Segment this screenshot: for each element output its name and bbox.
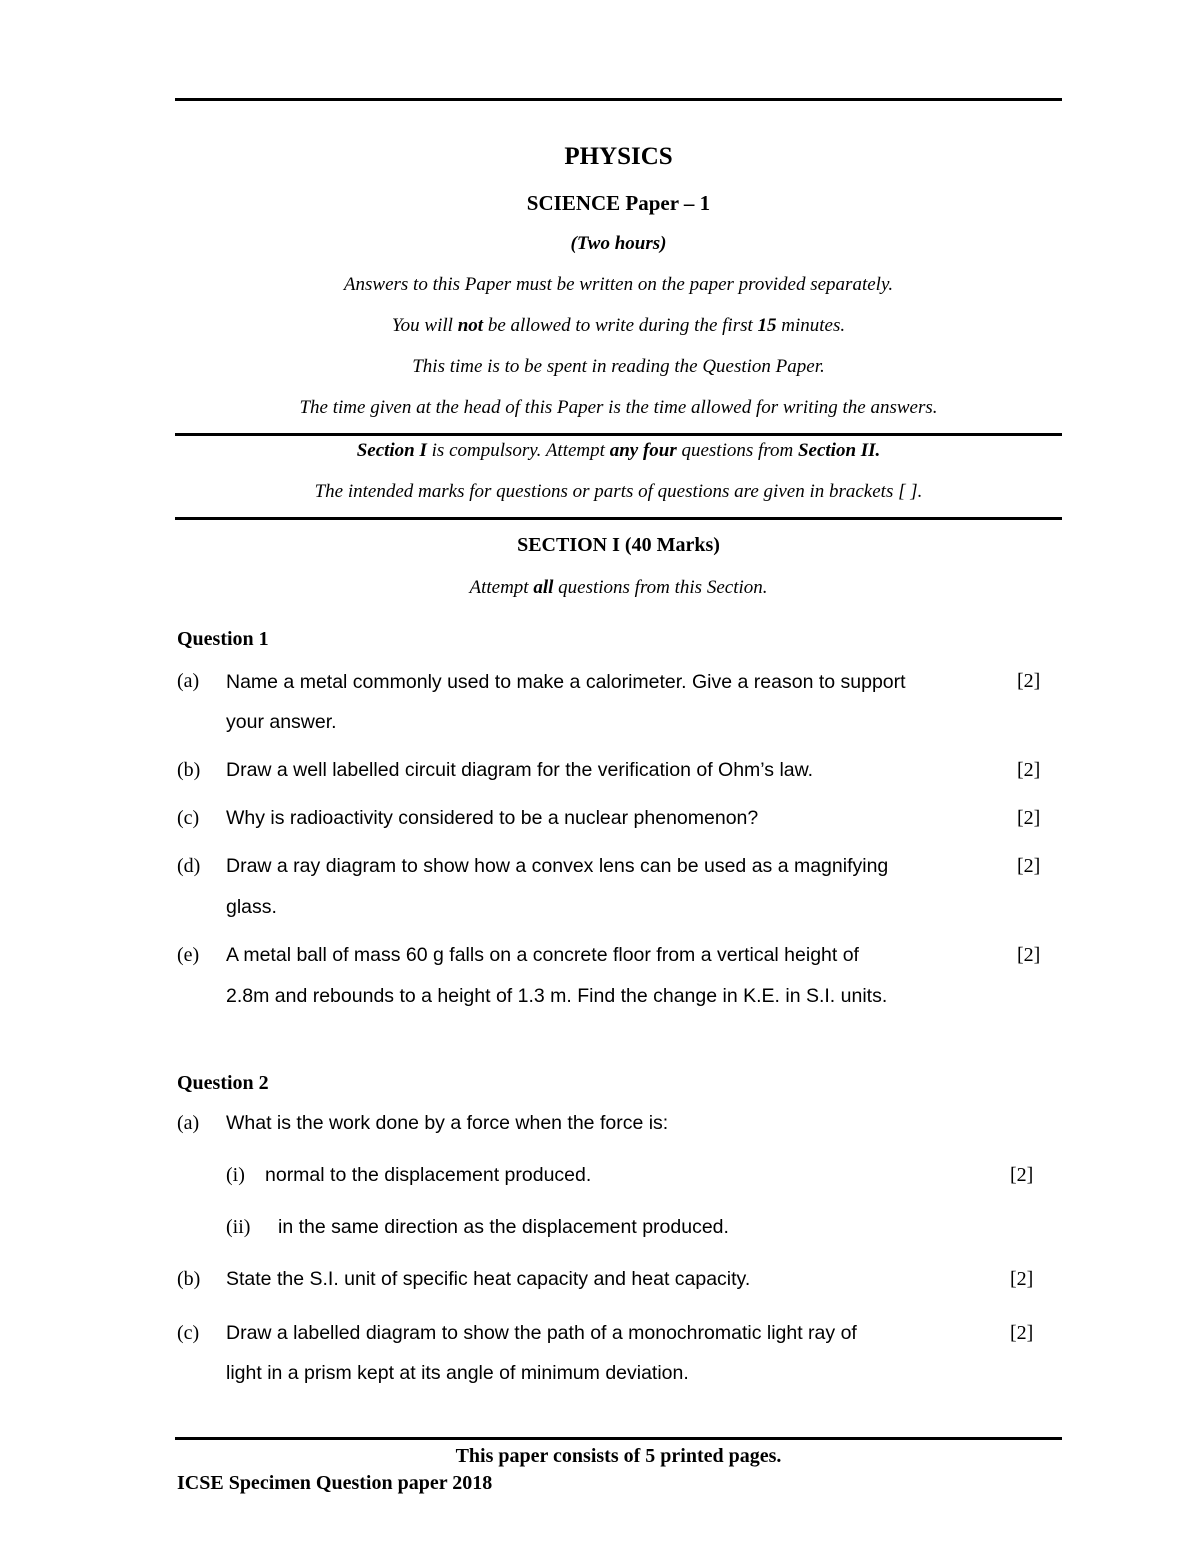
part-label: (a) (177, 670, 200, 692)
subpart-text-ii: in the same direction as the displacement produced. (278, 1216, 729, 1238)
part-text: Why is radioactivity considered to be a nuclear phenomenon? (226, 807, 759, 829)
instruction-line-6: The intended marks for questions or parts of questions are given in brackets [ ]. (314, 481, 923, 502)
part-text: What is the work done by a force when the force is: (226, 1112, 669, 1134)
part-text-cont: light in a prism kept at its angle of minimum deviation. (226, 1362, 689, 1384)
subpart-label-ii: (ii) (226, 1216, 251, 1238)
part-marks: [2] (1017, 670, 1041, 692)
part-text-cont: 2.8m and rebounds to a height of 1.3 m. Find the change in K.E. in S.I. units. (226, 985, 888, 1007)
part-text: A metal ball of mass 60 g falls on a concrete floor from a vertical height of (226, 944, 859, 966)
subpart-label-i: (i) (226, 1164, 245, 1186)
instruction-line-5: Section I is compulsory. Attempt any four questions from Section II. (356, 440, 881, 461)
part-marks: [2] (1010, 1268, 1034, 1290)
paper-subtitle: SCIENCE Paper – 1 (526, 191, 711, 215)
instruction-line-1: Answers to this Paper must be written on the paper provided separately. (343, 274, 894, 295)
part-marks: [2] (1010, 1322, 1034, 1344)
paper-duration: (Two hours) (570, 233, 667, 254)
part-marks: [2] (1017, 855, 1041, 877)
section-note: Attempt all questions from this Section. (469, 577, 768, 598)
part-text: Draw a well labelled circuit diagram for the verification of Ohm’s law. (226, 759, 814, 781)
instruction-rule (175, 433, 1062, 436)
part-marks: [2] (1017, 759, 1041, 781)
paper-title: PHYSICS (564, 143, 673, 170)
footer-rule (175, 1437, 1062, 1440)
footer-page-count: This paper consists of 5 printed pages. (455, 1445, 782, 1467)
part-label: (e) (177, 944, 200, 966)
part-text: State the S.I. unit of specific heat capacity and heat capacity. (226, 1268, 751, 1290)
instruction-line-4: The time given at the head of this Paper is the time allowed for writing the answers. (299, 397, 938, 418)
part-text: Draw a labelled diagram to show the path of a monochromatic light ray of (226, 1322, 857, 1344)
footer-source: ICSE Specimen Question paper 2018 (177, 1472, 493, 1494)
top-rule (175, 98, 1062, 101)
instruction-line-3: This time is to be spent in reading the Question Paper. (412, 356, 825, 377)
section-rule (175, 517, 1062, 520)
part-text: Draw a ray diagram to show how a convex lens can be used as a magnifying (226, 855, 889, 877)
question-2-heading: Question 2 (177, 1072, 269, 1094)
part-text-cont: glass. (226, 896, 277, 918)
part-label: (b) (177, 759, 201, 781)
part-label: (a) (177, 1112, 200, 1134)
part-label: (c) (177, 1322, 200, 1344)
subpart-marks-i: [2] (1010, 1164, 1034, 1186)
part-text: Name a metal commonly used to make a calorimeter. Give a reason to support (226, 671, 906, 693)
part-marks: [2] (1017, 944, 1041, 966)
part-marks: [2] (1017, 807, 1041, 829)
subpart-text-i: normal to the displacement produced. (265, 1164, 592, 1186)
part-label: (b) (177, 1268, 201, 1290)
part-label: (c) (177, 807, 200, 829)
part-text-cont: your answer. (226, 711, 337, 733)
question-1-heading: Question 1 (177, 628, 269, 650)
instruction-line-2: You will not be allowed to write during the first 15 minutes. (391, 315, 846, 336)
section-heading: SECTION I (40 Marks) (517, 534, 720, 556)
part-label: (d) (177, 855, 201, 877)
